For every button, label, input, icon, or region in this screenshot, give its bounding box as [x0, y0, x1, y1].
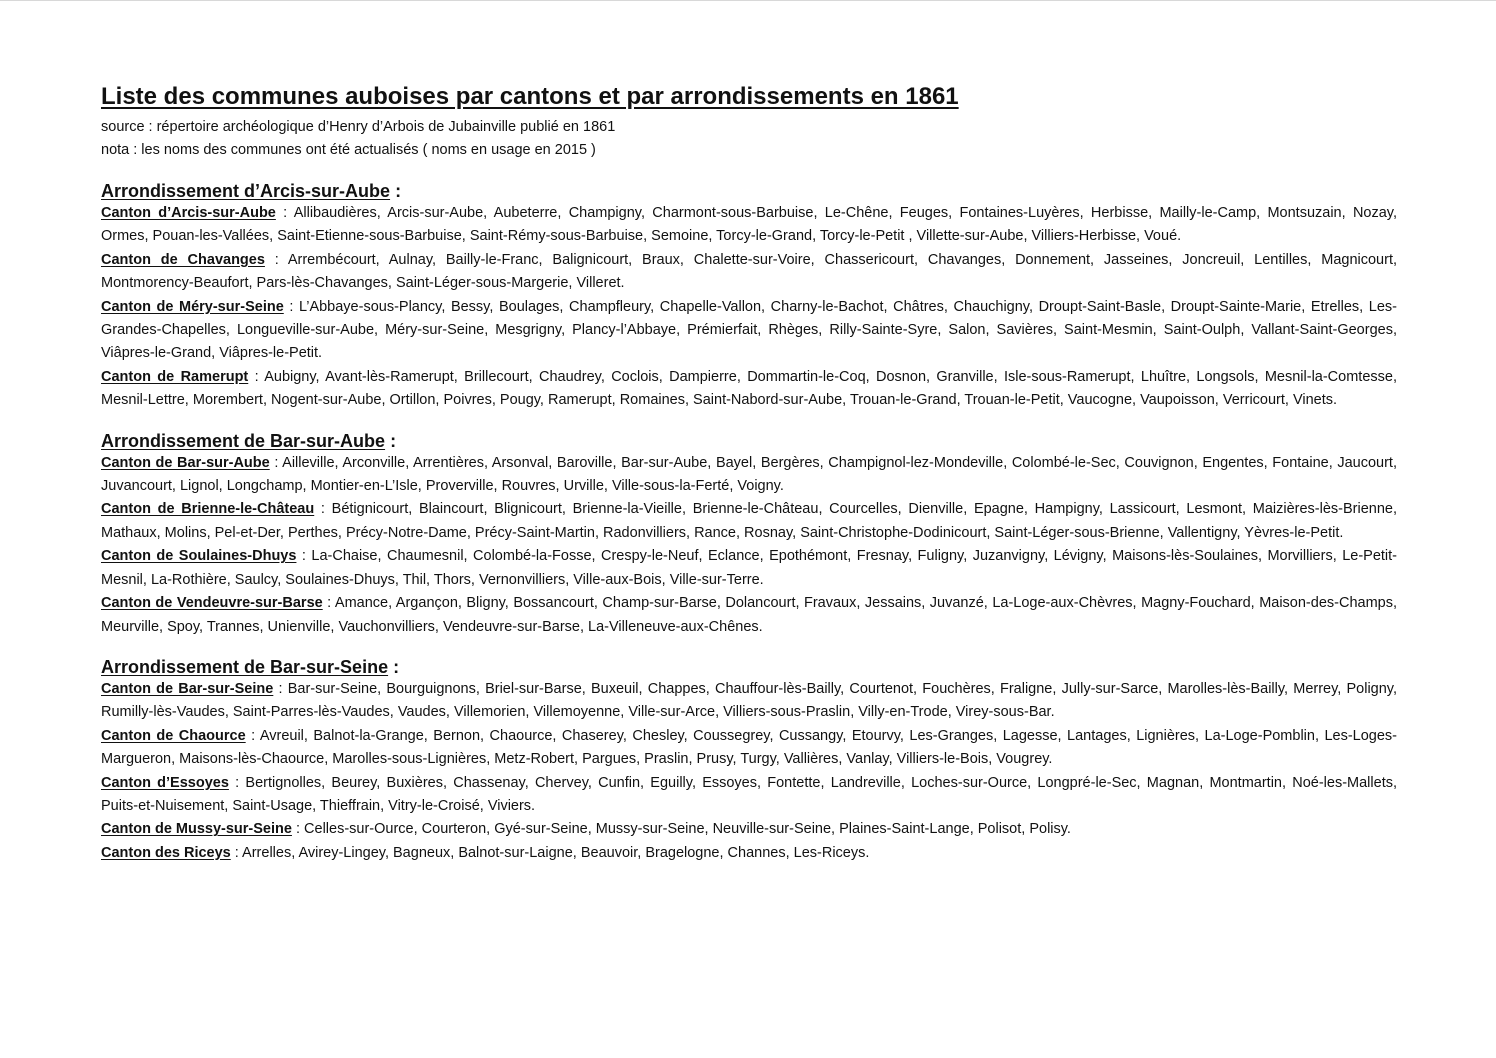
canton-communes: Bar-sur-Seine, Bourguignons, Briel-sur-Barse, Buxeuil, Chappes, Chauffour-lès-Bailly, Courtenot, Fouchères, Fraligne, Jully-sur-Sarce, Marolles-lès-Bailly, Merrey, Poligny, Rumilly-lès-Vaudes, Saint-Parres-lès-Vaudes, Vaudes, Villemorien, Villemoyenne, Ville-sur-Arce, Villiers-sous-Praslin, Villy-en-Trode, Virey-sous-Bar. — [101, 680, 1398, 721]
canton-communes: Bertignolles, Beurey, Buxières, Chassenay, Chervey, Cunfin, Eguilly, Essoyes, Fontette, Landreville, Loches-sur-Ource, Longpré-le-Sec, Magnan, Montmartin, Noé-les-Mallets, Puits-et-Nuisement, Saint-Usage, Thieffrain, Vitry-le-Croisé, Viviers. — [101, 774, 1397, 814]
arrondissement-heading — [101, 429, 1397, 453]
canton-ramerupt — [101, 366, 1397, 413]
arrondissement-separator: : — [388, 656, 400, 677]
canton-vendeuvre-sur-barse — [101, 592, 1397, 639]
canton-name: Canton de Ramerupt — [101, 368, 249, 385]
canton-name: Canton de Vendeuvre-sur-Barse — [101, 595, 323, 612]
canton-soulaines-dhuys — [101, 545, 1397, 592]
canton-communes: Bétignicourt, Blaincourt, Blignicourt, Brienne-la-Vieille, Brienne-le-Château, Courcelles, Dienville, Epagne, Hampigny, Lassicourt, Lesmont, Maizières-lès-Brienne, Mathaux, Molins, Pel-et-Der, Perthes, Précy-Notre-Dame, Précy-Saint-Martin, Radonvilliers, Rance, Rosnay, Saint-Christophe-Dodinicourt, Saint-Léger-sous-Brienne, Vallentigny, Yèvres-le-Petit. — [101, 501, 1398, 541]
canton-name: Canton de Brienne-le-Château — [101, 501, 315, 518]
top-border — [0, 0, 1496, 1]
document-page — [101, 82, 1397, 865]
arrondissement-separator: : — [385, 430, 397, 451]
canton-separator: : — [275, 205, 294, 221]
nota-line: nota : les noms des communes ont été actualisés ( noms en usage en 2015 ) — [101, 142, 596, 158]
canton-arcis-sur-aube — [101, 202, 1397, 249]
canton-chaource — [101, 725, 1397, 772]
canton-separator: : — [273, 680, 288, 697]
canton-name: Canton de Bar-sur-Seine — [101, 680, 274, 697]
canton-separator: : — [269, 454, 283, 471]
document-title: Liste des communes auboises par cantons et par arrondissements en 1861 — [101, 83, 959, 110]
canton-name: Canton de Chavanges — [101, 251, 265, 268]
canton-name: Canton de Mussy-sur-Seine — [101, 821, 292, 838]
arrondissement-arcis-sur-aube — [101, 179, 1397, 413]
canton-separator: : — [264, 251, 288, 268]
canton-name: Canton de Bar-sur-Aube — [101, 454, 270, 471]
canton-mussy-sur-seine — [101, 818, 1397, 841]
canton-mery-sur-seine — [101, 296, 1397, 366]
canton-communes: Arrembécourt, Aulnay, Bailly-le-Franc, Balignicourt, Braux, Chalette-sur-Voire, Chassericourt, Chavanges, Donnement, Jasseines, Joncreuil, Lentilles, Magnicourt, Montmorency-Beaufort, Pars-lès-Chavanges, Saint-Léger-sous-Margerie, Villeret. — [101, 251, 1397, 292]
arrondissement-name: Arrondissement de Bar-sur-Aube — [101, 430, 386, 451]
source-line: source : répertoire archéologique d’Henry d’Arbois de Jubainville publié en 1861 — [101, 119, 616, 135]
canton-communes: La-Chaise, Chaumesnil, Colombé-la-Fosse, Crespy-le-Neuf, Eclance, Epothémont, Fresnay, Fuligny, Juzanvigny, Lévigny, Maisons-lès-Soulaines, Morvilliers, Le-Petit-Mesnil, La-Rothière, Saulcy, Soulaines-Dhuys, Thil, Thors, Vernonvilliers, Ville-aux-Bois, Ville-sur-Terre. — [101, 548, 1397, 588]
canton-separator: : — [322, 595, 335, 612]
canton-bar-sur-aube — [101, 452, 1397, 499]
canton-communes: Aubigny, Avant-lès-Ramerupt, Brillecourt, Chaudrey, Coclois, Dampierre, Dommartin-le-Coq, Dosnon, Granville, Isle-sous-Ramerupt, Lhuître, Longsols, Mesnil-la-Comtesse, Mesnil-Lettre, Morembert, Nogent-sur-Aube, Ortillon, Poivres, Pougy, Ramerupt, Romaines, Saint-Nabord-sur-Aube, Trouan-le-Grand, Trouan-le-Petit, Vaucogne, Vaupoisson, Verricourt, Vinets. — [101, 368, 1397, 409]
canton-separator: : — [291, 821, 305, 838]
arrondissement-bar-sur-seine — [101, 655, 1397, 865]
canton-separator: : — [314, 501, 332, 518]
arrondissement-bar-sur-aube — [101, 429, 1397, 639]
canton-name: Canton de Chaource — [101, 727, 246, 744]
canton-les-riceys — [101, 842, 1397, 865]
canton-essoyes — [101, 772, 1397, 819]
canton-bar-sur-seine — [101, 678, 1397, 725]
canton-communes: Avreuil, Balnot-la-Grange, Bernon, Chaource, Chaserey, Chesley, Coussegrey, Cussangy, Etourvy, Les-Granges, Lagesse, Lantages, Lignières, La-Loge-Pomblin, Les-Loges-Margueron, Maisons-lès-Chaource, Marolles-sous-Lignières, Metz-Robert, Pargues, Praslin, Prusy, Turgy, Vallières, Vanlay, Villiers-le-Bois, Vougrey. — [101, 727, 1397, 768]
canton-brienne-le-chateau — [101, 498, 1397, 545]
canton-separator: : — [296, 548, 312, 565]
canton-chavanges — [101, 249, 1397, 296]
arrondissement-separator: : — [390, 181, 402, 201]
canton-separator: : — [228, 774, 246, 791]
canton-communes: Amance, Argançon, Bligny, Bossancourt, Champ-sur-Barse, Dolancourt, Fravaux, Jessains, Juvanzé, La-Loge-aux-Chèvres, Magny-Fouchard, Maison-des-Champs, Meurville, Spoy, Trannes, Unienville, Vauchonvilliers, Vendeuvre-sur-Barse, La-Villeneuve-aux-Chênes. — [101, 595, 1397, 635]
canton-separator: : — [248, 368, 265, 385]
canton-separator: : — [283, 298, 299, 315]
canton-communes: Ailleville, Arconville, Arrentières, Arsonval, Baroville, Bar-sur-Aube, Bayel, Bergères, Champignol-lez-Mondeville, Colombé-le-Sec, Couvignon, Engentes, Fontaine, Jaucourt, Juvancourt, Lignol, Longchamp, Montier-en-L’Isle, Proverville, Rouvres, Urville, Ville-sous-la-Ferté, Voigny. — [101, 454, 1397, 495]
canton-communes: Allibaudières, Arcis-sur-Aube, Aubeterre, Champigny, Charmont-sous-Barbuise, Le-Chêne, Feuges, Fontaines-Luyères, Herbisse, Mailly-le-Camp, Montsuzain, Nozay, Ormes, Pouan-les-Vallées, Saint-Etienne-sous-Barbuise, Saint-Rémy-sous-Barbuise, Semoine, Torcy-le-Grand, Torcy-le-Petit , Villette-sur-Aube, Villiers-Herbisse, Voué. — [101, 205, 1398, 245]
canton-name: Canton d’Arcis-sur-Aube — [101, 205, 276, 221]
canton-name: Canton de Méry-sur-Seine — [101, 298, 284, 315]
arrondissement-name: Arrondissement de Bar-sur-Seine — [101, 656, 389, 677]
canton-name: Canton d’Essoyes — [101, 774, 229, 791]
canton-communes: Celles-sur-Ource, Courteron, Gyé-sur-Seine, Mussy-sur-Seine, Neuville-sur-Seine, Plaines-Saint-Lange, Polisot, Polisy. — [304, 821, 1071, 838]
canton-name: Canton des Riceys — [101, 844, 231, 861]
arrondissement-name: Arrondissement d’Arcis-sur-Aube — [101, 181, 391, 201]
canton-communes: L’Abbaye-sous-Plancy, Bessy, Boulages, Champfleury, Chapelle-Vallon, Charny-le-Bachot, Châtres, Chauchigny, Droupt-Saint-Basle, Droupt-Sainte-Marie, Etrelles, Les-Grandes-Chapelles, Longueville-sur-Aube, Méry-sur-Seine, Mesgrigny, Plancy-l’Abbaye, Prémierfait, Rhèges, Rilly-Sainte-Syre, Salon, Savières, Saint-Mesmin, Saint-Oulph, Vallant-Saint-Georges, Viâpres-le-Grand, Viâpres-le-Petit. — [101, 298, 1397, 362]
arrondissement-heading — [101, 655, 1397, 679]
arrondissement-heading — [101, 179, 1397, 203]
canton-name: Canton de Soulaines-Dhuys — [101, 548, 297, 565]
canton-separator: : — [230, 844, 243, 861]
canton-separator: : — [245, 727, 260, 744]
canton-communes: Arrelles, Avirey-Lingey, Bagneux, Balnot-sur-Laigne, Beauvoir, Bragelogne, Channes, Les-Riceys. — [242, 844, 870, 861]
